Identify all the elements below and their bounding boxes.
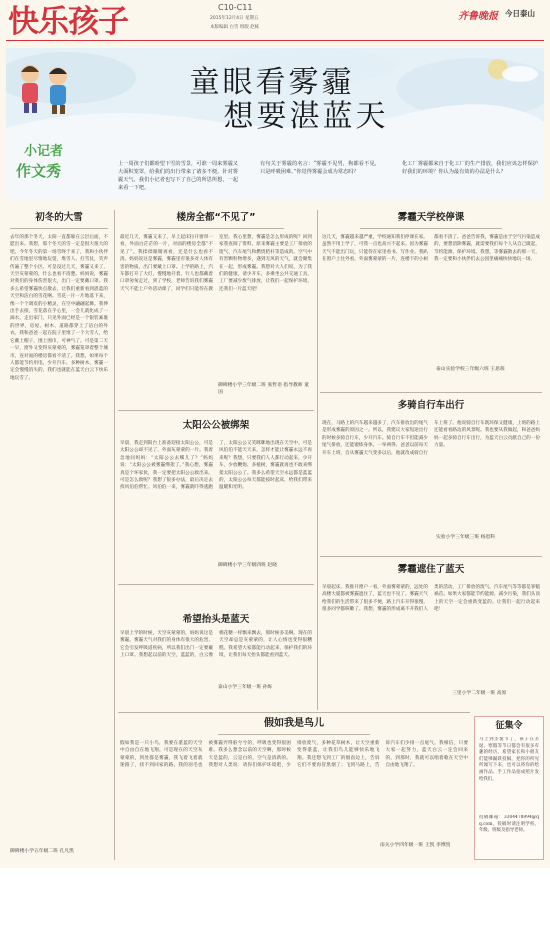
article-title: 雾霾天学校停课 — [397, 212, 465, 223]
article-body: 现在，马路上的汽车越来越多了，汽车排放出的尾气是形成雾霾的原因之一。所以，我建议大家短途出行的时候多骑自行车，少开汽车。骑自行车不但能减少尾气排放，还能锻炼身体，一举两得。爸爸以前每天开车上班，自从雾霾天气变多以后，他就改成骑自行车上班了。他说骑自行车既环保又健康，上班的路上还能看看路边的风景呢。我也要从我做起，和爸爸妈妈一起多骑自行车出行，为蓝天白云贡献自己的一份力量。 — [322, 421, 540, 456]
article-ride-bike — [320, 394, 542, 554]
row-divider — [118, 584, 314, 585]
article-title: 希望抬头是蓝天 — [182, 614, 250, 625]
masthead-rule — [6, 40, 544, 41]
banner-headline-2: 想要湛蓝天 — [223, 99, 389, 134]
masthead — [0, 0, 550, 52]
article-title: 假如我是鸟儿 — [264, 718, 324, 729]
date-line: 2015年12月4日 星期五 — [210, 16, 259, 21]
corner-art — [480, 52, 540, 86]
article-body: 去年的那个冬天，太阳一直都躲在云层后面，不愿出来。我想，那个冬天的雪一定是很大很大的吧。今年冬天的第一场雪终于来了，我和小伙伴们在雪地里尽情地玩耍，堆雪人、打雪仗，笑声传遍了整个小区。可是没过几天，雾霾又来了，天空灰蒙蒙的，什么也看不清楚。妈妈说，雾霾对我们的身体伤害很大，出门一定要戴口罩。我多么希望雾霾快点散去，让我们重新看到湛蓝的天空和洁白的雪花啊。雪花一片一片地落下来，像一个个调皮的小精灵，在空中翩翩起舞。我伸出手去接，雪花落在手心里，一会儿就化成了一滴水。走出家门，只见外面已经是一个银装素裹的世界，房屋、树木、道路都穿上了洁白的外衣。我和爸爸一起在院子里堆了一个大雪人，给它戴上帽子，围上围巾，可神气了。可是第二天一早，窗外又变得灰蒙蒙的，雾霾笼罩着整个城市，连对面的楼房都看不清了。我想，如果每个人都能节约用电、少开汽车、多种树木，雾霾一定会慢慢消失的，我们也就能在蓝天白云下快乐地玩雪了。 — [10, 235, 108, 381]
col-divider — [114, 210, 115, 860]
article-sign: 御碑楼小学三年级二班 张哲语 指导教师 童国 — [218, 383, 309, 395]
editor-line: 本版编辑 白雪 组版 赵栋 — [210, 25, 260, 30]
notice-box — [474, 716, 544, 860]
col-divider — [317, 210, 318, 710]
title-rule — [218, 734, 370, 735]
article-sign: 实验小学三年级三班 杨恩科 — [436, 535, 496, 540]
row-divider — [118, 410, 314, 411]
page-number: C10-C11 — [218, 3, 253, 12]
banner-quote-2: 化工厂雾霾都来自于化工厂的生产排放，我们应该怎样保护好我们的环境？你认为最有效的办法是什么？ — [402, 161, 538, 175]
notice-body: 马上到圣诞节了，孩子在圣诞、寒假等节日都会有很多有趣的经历，希望家长和小朋友们能够踊跃投稿，把你的所见所闻写下来，也可以将你的绘画作品、手工作品拍成照片发给我们。 — [479, 737, 539, 782]
article-title: 雾霾遮住了蓝天 — [397, 564, 465, 575]
article-body: 早晨起床，我推开窗户一看，外面雾蒙蒙的，远处的高楼大厦都被雾霾遮住了，蓝天也不见了。雾霾天气给我们的生活带来了很多不便，路上汽车开得很慢，很多同学都咳嗽了。我想，雾霾的形成离不开我们人类的活动，工厂排放的废气、汽车尾气等等都是罪魁祸首。如果大家都能节约能源，减少污染，我们头顶上的天空一定会重新变蓝的。让我们一起行动起来吧！ — [322, 585, 540, 613]
article-hope-blue — [118, 586, 314, 706]
children-illustration — [12, 58, 82, 116]
article-fake-fish — [118, 714, 470, 864]
article-title: 初冬的大雪 — [35, 212, 83, 223]
article-sign: 南关小学四年级一班 王凯 李博凯 — [380, 843, 451, 848]
article-smog-blocks — [320, 558, 542, 714]
column-tag-line2: 作文秀 — [16, 162, 62, 180]
page-bottom-margin — [0, 868, 550, 930]
article-body: 最近几天，雾霾又来了，早上起床拉开窗帘一看，外面白茫茫的一片，对面的楼房全都“不见了”。我揉揉眼睛再看，还是什么也看不清。妈妈说这是雾霾，雾霾里有很多对人体有害的物质，出门要戴上口罩。上学的路上，汽车都打开了大灯，慢慢地开着，行人也都戴着口罩匆匆走过。到了学校，老师告诉我们雾霾天气不能上户外活动课了，同学们只能待在教室里。我心里想，雾霾是怎么形成的呢？回到家我查阅了资料，原来雾霾主要是工厂排放的废气、汽车尾气和燃烧秸秆等造成的。空气中有害颗粒物增多，遇到无风的天气，就会聚集在一起，形成雾霾。我想对大人们说，为了我们的健康，请少开车，多乘坐公共交通工具，工厂要减少废气排放，让我们一起保护环境，还我们一片蓝天吧！ — [120, 235, 312, 292]
row-divider — [320, 556, 542, 557]
paper-name: 齐鲁晚报 — [458, 11, 498, 22]
notice-contact: 投稿邮箱：3304478994@qq.com，投稿时请注明学校、年级、班级及指导老师。 — [479, 815, 539, 834]
article-mystery-house — [118, 206, 314, 406]
article-sign: 泰山小学三年级一班 孙烁 — [218, 685, 273, 690]
article-title: 楼房全都“不见了” — [176, 212, 256, 223]
paper-edition: 今日泰山 — [505, 9, 535, 18]
title-rule — [148, 228, 284, 229]
article-title: 多骑自行车出行 — [397, 400, 465, 411]
article-sun-kidnapped — [118, 412, 314, 580]
row-divider — [320, 392, 542, 393]
article-body: 假如我是一只小鸟，我要在湛蓝的天空中自由自在地飞翔。可是现在的天空灰蒙蒙的，到处都是雾霾，我飞着飞着就迷路了，找不到回家的路。我的羽毛也被雾霾弄得脏兮兮的，呼吸也变得很困难。我多么想念以前的天空啊，那时候天是蓝的，云是白的，空气是清新的。我想对人类说：请你们保护环境吧，少排放废气，多种花草树木，让天空重新变得湛蓝，让我们鸟儿能够快乐地飞翔。我还想飞到工厂的烟囱边上，告诉它们不要再冒黑烟了；飞到马路上，告诉汽车们少排一点尾气。我相信，只要大家一起努力，蓝天白云一定会回来的，到那时，我就可以唱着歌在天空中自由地飞翔了。 — [120, 741, 468, 769]
banner-quote-1: 有句关于雾霾的名言：“雾霾不见男，狗都看不见，只是呼吸困难。”你觉得雾霾会成为常态吗？ — [260, 161, 380, 175]
row-divider — [118, 712, 470, 713]
article-body: 这几天，雾霾越来越严重，学校通知我们停课在家。虽然不用上学了，可我一点也高兴不起来。因为雾霾天气不能出门玩，只能待在家里看书、写作业。我趴在窗户上往外看，外面雾蒙蒙的一片，连楼下的小树都看不清了。爸爸告诉我，雾霾是由于空气污染造成的，要想消除雾霾，就需要我们每个人从自己做起，节约能源，保护环境。我想，等雾霾散去的那一天，我一定要和小伙伴们去公园里痛痛快快地玩一场。 — [322, 235, 540, 263]
article-sign: 三里小学二年级一班 高原 — [452, 691, 507, 696]
article-sign: 御碑楼小学三年级四班 赵晓 — [218, 563, 278, 568]
banner-intro: 上一周孩子们都盼望下雪的雪景，可谁一周来雾霾又大面积笼罩，给我们的出行带来了诸多不便。针对雾霾天气，我们小记者也写下了自己的所思所想，一起来看一下吧。 — [118, 161, 238, 191]
article-title: 太阳公公被绑架 — [182, 420, 250, 431]
article-body: 早晨，我走到阳台上准备迎接太阳公公，可是太阳公公却不见了，外面灰蒙蒙的一片。我着急地问妈妈：“太阳公公去哪儿了？”妈妈说：“太阳公公被雾霾绑架了。”我心想，雾霾真是个坏家伙，我一定要把太阳公公救出来。可是怎么救呢？我想了很多办法，最后决定去找风伯伯帮忙。风伯伯一来，雾霾就吓得逃跑了，太阳公公又笑眯眯地出现在天空中。可是风伯伯不能天天来，怎样才能让雾霾永远不再来呢？我想，只要我们人人都行动起来，少开车、少放鞭炮、多植树，雾霾就再也不敢来绑架太阳公公了。我多么希望天空永远都是蓝蓝的，太阳公公每天都能按时起床，给我们带来温暖和光明。 — [120, 441, 312, 491]
banner-headline-1: 童眼看雾霾 — [189, 65, 355, 100]
article-sign: 御碑楼小学五年级二班 孔凡凯 — [10, 849, 74, 854]
column-tag-line1: 小记者 — [24, 144, 64, 159]
article-body: 早晨上学的时候，天空灰蒙蒙的，妈妈说这是雾霾。雾霾天气对我们的身体有很大的危害，它会引发呼吸道疾病，所以我们出门一定要戴上口罩。我想起以前的天空，蓝蓝的，白云像棉花糖一样飘来飘去，那时候多美啊。现在的天空却总是灰蒙蒙的，让人心情也变得很糟糕。我希望大家都能行动起来，保护我们的环境，让我们每天抬头都能看到蓝天。 — [120, 631, 312, 659]
article-smog-sad — [320, 206, 542, 388]
article-first-snow — [8, 206, 110, 866]
title-rule — [10, 228, 108, 229]
column-tag — [14, 138, 92, 192]
title-rule — [360, 228, 502, 229]
masthead-title: 快乐孩子 — [8, 4, 128, 40]
notice-title: 征集令 — [495, 721, 523, 731]
banner — [6, 48, 544, 200]
article-sign: 泰山实验学校三年级六班 王思萌 — [436, 367, 505, 372]
